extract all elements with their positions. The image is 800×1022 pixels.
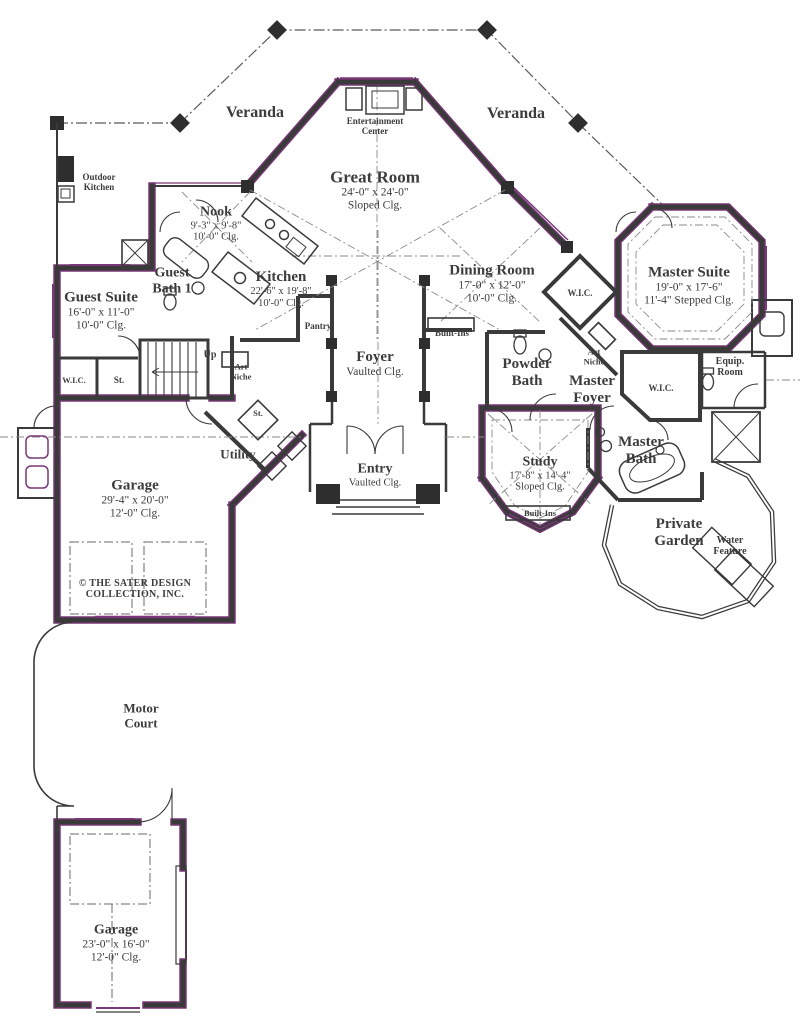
built-ins-dining-label: Built-Ins (434, 327, 470, 338)
art-niche-right-label: Art Niche (583, 346, 605, 366)
entry-label: Entry Vaulted Clg. (348, 461, 402, 488)
stairs-icon (148, 342, 198, 398)
utility-label: Utility (220, 446, 256, 462)
pantry-label: Pantry (304, 320, 332, 331)
art-niche-left-label: Art Niche (230, 361, 252, 381)
entry-steps (332, 500, 424, 514)
st-left-label: St. (113, 374, 125, 385)
guest-suite-label: Guest Suite 16'-0" x 11'-0" 10'-0" Clg. (64, 289, 138, 332)
nook-label: Nook 9'-3" x 9'-8" 10'-0" Clg. (190, 204, 242, 243)
veranda-left-label: Veranda (225, 104, 285, 122)
entertainment-center-icon (346, 86, 422, 114)
master-bath-label: Master Bath (618, 434, 664, 467)
garage-main-label: Garage 29'-4" x 20'-0" 12'-0" Clg. (101, 477, 169, 520)
wic-dining-label: W.I.C. (567, 287, 593, 298)
powder-bath-label: Powder Bath (502, 356, 552, 389)
wic-left-label: W.I.C. (62, 375, 86, 386)
veranda-right-label: Veranda (486, 105, 546, 123)
outdoor-kitchen-label: Outdoor Kitchen (82, 171, 116, 192)
dining-room-label: Dining Room 17'-0" x 12'-0" 10'-0" Clg. (449, 262, 535, 305)
equip-room-label: Equip. Room (715, 355, 745, 378)
motor-court-label: Motor Court (123, 700, 159, 730)
motor-court-wall (34, 622, 74, 820)
entertainment-center-label: Entertainment Center (346, 115, 404, 136)
great-room-label: Great Room 24'-0" x 24'-0" Sloped Clg. (330, 167, 420, 212)
outdoor-kitchen-icon (58, 156, 74, 202)
foyer-label: Foyer Vaulted Clg. (346, 349, 404, 378)
guest-bath-1-label: Guest Bath 1 (152, 265, 192, 296)
up-label: Up (203, 349, 217, 361)
private-garden-label: Private Garden (654, 516, 704, 549)
wic-master-label: W.I.C. (648, 382, 674, 393)
master-suite-label: Master Suite 19'-0" x 17'-6" 11'-4" Stepped Clg. (644, 264, 734, 307)
study-label: Study 17'-8" x 14'-4" Sloped Clg. (509, 454, 571, 493)
garage-lower-label: Garage 23'-0" x 16'-0" 12'-0" Clg. (82, 922, 150, 963)
st-mid-label: St. (253, 408, 263, 419)
master-foyer-label: Master Foyer (569, 373, 615, 406)
equipment-pads (26, 436, 48, 488)
kitchen-label: Kitchen 22'-6" x 19'-8" 10'-0" Clg. (250, 268, 312, 309)
copyright-label: © THE SATER DESIGN COLLECTION, INC. (78, 577, 192, 600)
built-ins-study-label: Built-Ins (523, 508, 557, 519)
water-feature-label: Water Feature (713, 534, 747, 557)
